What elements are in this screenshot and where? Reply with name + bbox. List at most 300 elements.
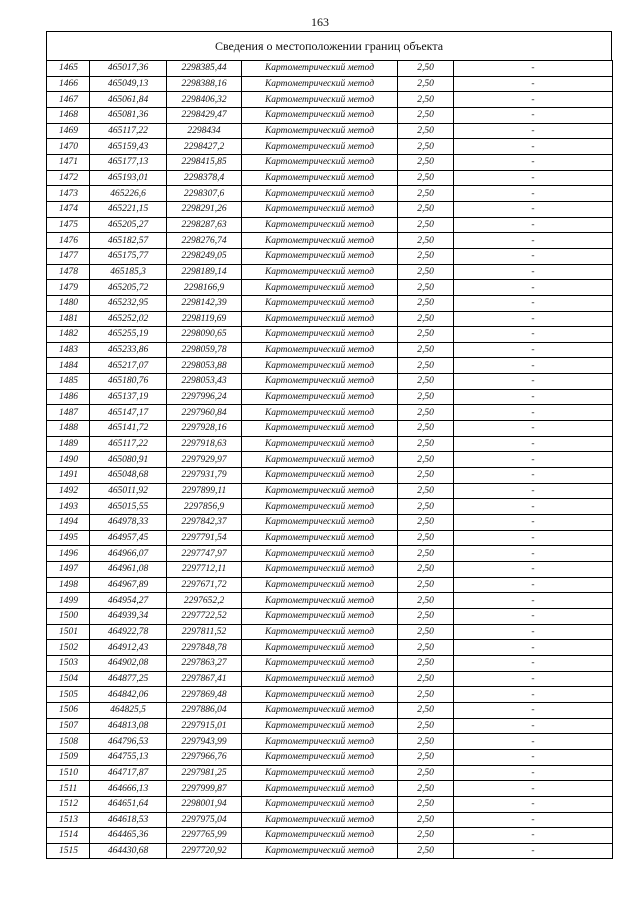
table-row bbox=[47, 358, 613, 374]
table-row bbox=[47, 843, 613, 859]
x-coordinate-cell: 465080,91 bbox=[90, 452, 167, 468]
x-coordinate-cell: 465205,72 bbox=[90, 280, 167, 296]
point-number-cell: 1479 bbox=[47, 280, 90, 296]
point-number-cell: 1491 bbox=[47, 468, 90, 484]
y-coordinate-cell: 2297747,97 bbox=[167, 546, 242, 562]
description-cell: - bbox=[454, 170, 613, 186]
point-number-cell: 1501 bbox=[47, 624, 90, 640]
accuracy-cell: 2,50 bbox=[398, 295, 454, 311]
point-number-cell: 1502 bbox=[47, 640, 90, 656]
accuracy-cell: 2,50 bbox=[398, 812, 454, 828]
method-cell: Картометрический метод bbox=[242, 562, 398, 578]
x-coordinate-cell: 464796,53 bbox=[90, 734, 167, 750]
method-cell: Картометрический метод bbox=[242, 405, 398, 421]
x-coordinate-cell: 464825,5 bbox=[90, 702, 167, 718]
table-row bbox=[47, 342, 613, 358]
accuracy-cell: 2,50 bbox=[398, 702, 454, 718]
accuracy-cell: 2,50 bbox=[398, 781, 454, 797]
table-row bbox=[47, 295, 613, 311]
point-number-cell: 1507 bbox=[47, 718, 90, 734]
y-coordinate-cell: 2297999,87 bbox=[167, 781, 242, 797]
boundary-table bbox=[46, 31, 612, 859]
x-coordinate-cell: 464957,45 bbox=[90, 530, 167, 546]
accuracy-cell: 2,50 bbox=[398, 280, 454, 296]
table-row bbox=[47, 718, 613, 734]
point-number-cell: 1506 bbox=[47, 702, 90, 718]
accuracy-cell: 2,50 bbox=[398, 452, 454, 468]
table-row bbox=[47, 154, 613, 170]
x-coordinate-cell: 465255,19 bbox=[90, 327, 167, 343]
description-cell: - bbox=[454, 483, 613, 499]
table-row bbox=[47, 483, 613, 499]
description-cell: - bbox=[454, 765, 613, 781]
description-cell: - bbox=[454, 295, 613, 311]
method-cell: Картометрический метод bbox=[242, 358, 398, 374]
method-cell: Картометрический метод bbox=[242, 749, 398, 765]
method-cell: Картометрический метод bbox=[242, 170, 398, 186]
description-cell: - bbox=[454, 781, 613, 797]
description-cell: - bbox=[454, 389, 613, 405]
description-cell: - bbox=[454, 655, 613, 671]
x-coordinate-cell: 465217,07 bbox=[90, 358, 167, 374]
description-cell: - bbox=[454, 593, 613, 609]
table-row bbox=[47, 452, 613, 468]
y-coordinate-cell: 2297981,25 bbox=[167, 765, 242, 781]
description-cell: - bbox=[454, 107, 613, 123]
description-cell: - bbox=[454, 577, 613, 593]
table-row bbox=[47, 640, 613, 656]
y-coordinate-cell: 2297915,01 bbox=[167, 718, 242, 734]
x-coordinate-cell: 465061,84 bbox=[90, 92, 167, 108]
accuracy-cell: 2,50 bbox=[398, 436, 454, 452]
y-coordinate-cell: 2298001,94 bbox=[167, 796, 242, 812]
point-number-cell: 1485 bbox=[47, 374, 90, 390]
description-cell: - bbox=[454, 734, 613, 750]
description-cell: - bbox=[454, 76, 613, 92]
table-row bbox=[47, 687, 613, 703]
y-coordinate-cell: 2297863,27 bbox=[167, 655, 242, 671]
accuracy-cell: 2,50 bbox=[398, 499, 454, 515]
method-cell: Картометрический метод bbox=[242, 499, 398, 515]
x-coordinate-cell: 465177,13 bbox=[90, 154, 167, 170]
accuracy-cell: 2,50 bbox=[398, 311, 454, 327]
table-row bbox=[47, 233, 613, 249]
table-title: Сведения о местоположении границ объекта bbox=[46, 31, 612, 60]
method-cell: Картометрический метод bbox=[242, 421, 398, 437]
description-cell: - bbox=[454, 248, 613, 264]
table-row bbox=[47, 515, 613, 531]
point-number-cell: 1511 bbox=[47, 781, 90, 797]
table-row bbox=[47, 608, 613, 624]
accuracy-cell: 2,50 bbox=[398, 61, 454, 77]
accuracy-cell: 2,50 bbox=[398, 201, 454, 217]
y-coordinate-cell: 2298406,32 bbox=[167, 92, 242, 108]
method-cell: Картометрический метод bbox=[242, 608, 398, 624]
y-coordinate-cell: 2298119,69 bbox=[167, 311, 242, 327]
table-row bbox=[47, 655, 613, 671]
x-coordinate-cell: 464430,68 bbox=[90, 843, 167, 859]
method-cell: Картометрический метод bbox=[242, 515, 398, 531]
method-cell: Картометрический метод bbox=[242, 123, 398, 139]
description-cell: - bbox=[454, 515, 613, 531]
method-cell: Картометрический метод bbox=[242, 217, 398, 233]
method-cell: Картометрический метод bbox=[242, 327, 398, 343]
y-coordinate-cell: 2297652,2 bbox=[167, 593, 242, 609]
method-cell: Картометрический метод bbox=[242, 436, 398, 452]
accuracy-cell: 2,50 bbox=[398, 421, 454, 437]
description-cell: - bbox=[454, 499, 613, 515]
point-number-cell: 1467 bbox=[47, 92, 90, 108]
x-coordinate-cell: 464912,43 bbox=[90, 640, 167, 656]
y-coordinate-cell: 2297720,92 bbox=[167, 843, 242, 859]
description-cell: - bbox=[454, 452, 613, 468]
description-cell: - bbox=[454, 327, 613, 343]
accuracy-cell: 2,50 bbox=[398, 828, 454, 844]
point-number-cell: 1475 bbox=[47, 217, 90, 233]
accuracy-cell: 2,50 bbox=[398, 562, 454, 578]
accuracy-cell: 2,50 bbox=[398, 483, 454, 499]
x-coordinate-cell: 464717,87 bbox=[90, 765, 167, 781]
x-coordinate-cell: 465182,57 bbox=[90, 233, 167, 249]
y-coordinate-cell: 2297975,04 bbox=[167, 812, 242, 828]
method-cell: Картометрический метод bbox=[242, 655, 398, 671]
table-row bbox=[47, 139, 613, 155]
description-cell: - bbox=[454, 264, 613, 280]
description-cell: - bbox=[454, 640, 613, 656]
method-cell: Картометрический метод bbox=[242, 546, 398, 562]
method-cell: Картометрический метод bbox=[242, 734, 398, 750]
accuracy-cell: 2,50 bbox=[398, 123, 454, 139]
point-number-cell: 1497 bbox=[47, 562, 90, 578]
accuracy-cell: 2,50 bbox=[398, 624, 454, 640]
method-cell: Картометрический метод bbox=[242, 781, 398, 797]
y-coordinate-cell: 2298142,39 bbox=[167, 295, 242, 311]
table-row bbox=[47, 170, 613, 186]
description-cell: - bbox=[454, 358, 613, 374]
method-cell: Картометрический метод bbox=[242, 154, 398, 170]
description-cell: - bbox=[454, 812, 613, 828]
table-row bbox=[47, 828, 613, 844]
accuracy-cell: 2,50 bbox=[398, 139, 454, 155]
description-cell: - bbox=[454, 139, 613, 155]
x-coordinate-cell: 465185,3 bbox=[90, 264, 167, 280]
y-coordinate-cell: 2298276,74 bbox=[167, 233, 242, 249]
description-cell: - bbox=[454, 217, 613, 233]
point-number-cell: 1473 bbox=[47, 186, 90, 202]
method-cell: Картометрический метод bbox=[242, 718, 398, 734]
description-cell: - bbox=[454, 342, 613, 358]
y-coordinate-cell: 2298291,26 bbox=[167, 201, 242, 217]
table-row bbox=[47, 546, 613, 562]
point-number-cell: 1489 bbox=[47, 436, 90, 452]
accuracy-cell: 2,50 bbox=[398, 92, 454, 108]
x-coordinate-cell: 465180,76 bbox=[90, 374, 167, 390]
method-cell: Картометрический метод bbox=[242, 186, 398, 202]
table-row bbox=[47, 796, 613, 812]
description-cell: - bbox=[454, 671, 613, 687]
accuracy-cell: 2,50 bbox=[398, 796, 454, 812]
accuracy-cell: 2,50 bbox=[398, 718, 454, 734]
x-coordinate-cell: 465011,92 bbox=[90, 483, 167, 499]
method-cell: Картометрический метод bbox=[242, 201, 398, 217]
description-cell: - bbox=[454, 702, 613, 718]
accuracy-cell: 2,50 bbox=[398, 843, 454, 859]
y-coordinate-cell: 2298427,2 bbox=[167, 139, 242, 155]
method-cell: Картометрический метод bbox=[242, 389, 398, 405]
x-coordinate-cell: 465137,19 bbox=[90, 389, 167, 405]
description-cell: - bbox=[454, 749, 613, 765]
point-number-cell: 1514 bbox=[47, 828, 90, 844]
table-row bbox=[47, 61, 613, 77]
y-coordinate-cell: 2297671,72 bbox=[167, 577, 242, 593]
description-cell: - bbox=[454, 233, 613, 249]
description-cell: - bbox=[454, 562, 613, 578]
y-coordinate-cell: 2298059,78 bbox=[167, 342, 242, 358]
x-coordinate-cell: 465147,17 bbox=[90, 405, 167, 421]
method-cell: Картометрический метод bbox=[242, 828, 398, 844]
table-row bbox=[47, 107, 613, 123]
description-cell: - bbox=[454, 186, 613, 202]
table-row bbox=[47, 671, 613, 687]
x-coordinate-cell: 464961,08 bbox=[90, 562, 167, 578]
table-row bbox=[47, 421, 613, 437]
table-row bbox=[47, 530, 613, 546]
x-coordinate-cell: 465159,43 bbox=[90, 139, 167, 155]
x-coordinate-cell: 465221,15 bbox=[90, 201, 167, 217]
point-number-cell: 1470 bbox=[47, 139, 90, 155]
y-coordinate-cell: 2298385,44 bbox=[167, 61, 242, 77]
accuracy-cell: 2,50 bbox=[398, 577, 454, 593]
table-row bbox=[47, 248, 613, 264]
y-coordinate-cell: 2297960,84 bbox=[167, 405, 242, 421]
x-coordinate-cell: 464978,33 bbox=[90, 515, 167, 531]
description-cell: - bbox=[454, 154, 613, 170]
y-coordinate-cell: 2297722,52 bbox=[167, 608, 242, 624]
accuracy-cell: 2,50 bbox=[398, 358, 454, 374]
table-row bbox=[47, 734, 613, 750]
method-cell: Картометрический метод bbox=[242, 61, 398, 77]
point-number-cell: 1512 bbox=[47, 796, 90, 812]
description-cell: - bbox=[454, 718, 613, 734]
table-row bbox=[47, 374, 613, 390]
accuracy-cell: 2,50 bbox=[398, 671, 454, 687]
table-row bbox=[47, 389, 613, 405]
description-cell: - bbox=[454, 796, 613, 812]
method-cell: Картометрический метод bbox=[242, 624, 398, 640]
x-coordinate-cell: 465232,95 bbox=[90, 295, 167, 311]
table-row bbox=[47, 201, 613, 217]
accuracy-cell: 2,50 bbox=[398, 687, 454, 703]
accuracy-cell: 2,50 bbox=[398, 655, 454, 671]
point-number-cell: 1468 bbox=[47, 107, 90, 123]
x-coordinate-cell: 464842,06 bbox=[90, 687, 167, 703]
x-coordinate-cell: 465117,22 bbox=[90, 436, 167, 452]
y-coordinate-cell: 2297966,76 bbox=[167, 749, 242, 765]
accuracy-cell: 2,50 bbox=[398, 546, 454, 562]
method-cell: Картометрический метод bbox=[242, 483, 398, 499]
accuracy-cell: 2,50 bbox=[398, 264, 454, 280]
x-coordinate-cell: 465205,27 bbox=[90, 217, 167, 233]
point-number-cell: 1505 bbox=[47, 687, 90, 703]
method-cell: Картометрический метод bbox=[242, 796, 398, 812]
x-coordinate-cell: 465175,77 bbox=[90, 248, 167, 264]
method-cell: Картометрический метод bbox=[242, 452, 398, 468]
accuracy-cell: 2,50 bbox=[398, 76, 454, 92]
y-coordinate-cell: 2297842,37 bbox=[167, 515, 242, 531]
y-coordinate-cell: 2297712,11 bbox=[167, 562, 242, 578]
accuracy-cell: 2,50 bbox=[398, 734, 454, 750]
table-row bbox=[47, 280, 613, 296]
point-number-cell: 1484 bbox=[47, 358, 90, 374]
x-coordinate-cell: 464922,78 bbox=[90, 624, 167, 640]
table-row bbox=[47, 781, 613, 797]
x-coordinate-cell: 465017,36 bbox=[90, 61, 167, 77]
table-row bbox=[47, 76, 613, 92]
point-number-cell: 1504 bbox=[47, 671, 90, 687]
y-coordinate-cell: 2298249,05 bbox=[167, 248, 242, 264]
y-coordinate-cell: 2297899,11 bbox=[167, 483, 242, 499]
x-coordinate-cell: 464755,13 bbox=[90, 749, 167, 765]
table-row bbox=[47, 624, 613, 640]
table-row bbox=[47, 436, 613, 452]
method-cell: Картометрический метод bbox=[242, 593, 398, 609]
point-number-cell: 1503 bbox=[47, 655, 90, 671]
description-cell: - bbox=[454, 311, 613, 327]
table-row bbox=[47, 327, 613, 343]
point-number-cell: 1469 bbox=[47, 123, 90, 139]
table-row bbox=[47, 593, 613, 609]
x-coordinate-cell: 465081,36 bbox=[90, 107, 167, 123]
y-coordinate-cell: 2297886,04 bbox=[167, 702, 242, 718]
table-row bbox=[47, 749, 613, 765]
y-coordinate-cell: 2298053,88 bbox=[167, 358, 242, 374]
accuracy-cell: 2,50 bbox=[398, 765, 454, 781]
table-row bbox=[47, 765, 613, 781]
x-coordinate-cell: 464954,27 bbox=[90, 593, 167, 609]
y-coordinate-cell: 2297791,54 bbox=[167, 530, 242, 546]
method-cell: Картометрический метод bbox=[242, 92, 398, 108]
y-coordinate-cell: 2298287,63 bbox=[167, 217, 242, 233]
table-row bbox=[47, 562, 613, 578]
y-coordinate-cell: 2298090,65 bbox=[167, 327, 242, 343]
point-number-cell: 1499 bbox=[47, 593, 90, 609]
point-number-cell: 1492 bbox=[47, 483, 90, 499]
method-cell: Картометрический метод bbox=[242, 765, 398, 781]
y-coordinate-cell: 2298388,16 bbox=[167, 76, 242, 92]
table-row bbox=[47, 812, 613, 828]
accuracy-cell: 2,50 bbox=[398, 608, 454, 624]
point-number-cell: 1487 bbox=[47, 405, 90, 421]
y-coordinate-cell: 2297811,52 bbox=[167, 624, 242, 640]
y-coordinate-cell: 2298434 bbox=[167, 123, 242, 139]
x-coordinate-cell: 464666,13 bbox=[90, 781, 167, 797]
y-coordinate-cell: 2298189,14 bbox=[167, 264, 242, 280]
point-number-cell: 1510 bbox=[47, 765, 90, 781]
method-cell: Картометрический метод bbox=[242, 843, 398, 859]
description-cell: - bbox=[454, 436, 613, 452]
table-row bbox=[47, 405, 613, 421]
x-coordinate-cell: 465226,6 bbox=[90, 186, 167, 202]
y-coordinate-cell: 2298378,4 bbox=[167, 170, 242, 186]
page-number: 163 bbox=[311, 15, 329, 29]
table-row bbox=[47, 702, 613, 718]
description-cell: - bbox=[454, 468, 613, 484]
method-cell: Картометрический метод bbox=[242, 577, 398, 593]
accuracy-cell: 2,50 bbox=[398, 248, 454, 264]
method-cell: Картометрический метод bbox=[242, 295, 398, 311]
method-cell: Картометрический метод bbox=[242, 702, 398, 718]
point-number-cell: 1466 bbox=[47, 76, 90, 92]
x-coordinate-cell: 464651,64 bbox=[90, 796, 167, 812]
method-cell: Картометрический метод bbox=[242, 233, 398, 249]
table-row bbox=[47, 311, 613, 327]
x-coordinate-cell: 465117,22 bbox=[90, 123, 167, 139]
description-cell: - bbox=[454, 624, 613, 640]
accuracy-cell: 2,50 bbox=[398, 154, 454, 170]
description-cell: - bbox=[454, 201, 613, 217]
method-cell: Картометрический метод bbox=[242, 107, 398, 123]
point-number-cell: 1495 bbox=[47, 530, 90, 546]
accuracy-cell: 2,50 bbox=[398, 217, 454, 233]
description-cell: - bbox=[454, 123, 613, 139]
point-number-cell: 1490 bbox=[47, 452, 90, 468]
y-coordinate-cell: 2297931,79 bbox=[167, 468, 242, 484]
y-coordinate-cell: 2298053,43 bbox=[167, 374, 242, 390]
accuracy-cell: 2,50 bbox=[398, 468, 454, 484]
point-number-cell: 1494 bbox=[47, 515, 90, 531]
table-row bbox=[47, 92, 613, 108]
accuracy-cell: 2,50 bbox=[398, 749, 454, 765]
x-coordinate-cell: 465048,68 bbox=[90, 468, 167, 484]
y-coordinate-cell: 2297943,99 bbox=[167, 734, 242, 750]
point-number-cell: 1498 bbox=[47, 577, 90, 593]
description-cell: - bbox=[454, 828, 613, 844]
x-coordinate-cell: 464966,07 bbox=[90, 546, 167, 562]
y-coordinate-cell: 2297918,63 bbox=[167, 436, 242, 452]
x-coordinate-cell: 464902,08 bbox=[90, 655, 167, 671]
accuracy-cell: 2,50 bbox=[398, 515, 454, 531]
accuracy-cell: 2,50 bbox=[398, 170, 454, 186]
accuracy-cell: 2,50 bbox=[398, 186, 454, 202]
description-cell: - bbox=[454, 61, 613, 77]
x-coordinate-cell: 464618,53 bbox=[90, 812, 167, 828]
method-cell: Картометрический метод bbox=[242, 76, 398, 92]
x-coordinate-cell: 464967,89 bbox=[90, 577, 167, 593]
x-coordinate-cell: 465049,13 bbox=[90, 76, 167, 92]
point-number-cell: 1481 bbox=[47, 311, 90, 327]
table-row bbox=[47, 577, 613, 593]
y-coordinate-cell: 2297869,48 bbox=[167, 687, 242, 703]
accuracy-cell: 2,50 bbox=[398, 374, 454, 390]
table-row bbox=[47, 123, 613, 139]
point-number-cell: 1472 bbox=[47, 170, 90, 186]
point-number-cell: 1515 bbox=[47, 843, 90, 859]
description-cell: - bbox=[454, 92, 613, 108]
point-number-cell: 1493 bbox=[47, 499, 90, 515]
coordinates-table bbox=[46, 60, 613, 859]
y-coordinate-cell: 2298307,6 bbox=[167, 186, 242, 202]
point-number-cell: 1478 bbox=[47, 264, 90, 280]
method-cell: Картометрический метод bbox=[242, 139, 398, 155]
accuracy-cell: 2,50 bbox=[398, 107, 454, 123]
x-coordinate-cell: 464877,25 bbox=[90, 671, 167, 687]
method-cell: Картометрический метод bbox=[242, 687, 398, 703]
accuracy-cell: 2,50 bbox=[398, 640, 454, 656]
method-cell: Картометрический метод bbox=[242, 468, 398, 484]
x-coordinate-cell: 465252,02 bbox=[90, 311, 167, 327]
x-coordinate-cell: 465233,86 bbox=[90, 342, 167, 358]
method-cell: Картометрический метод bbox=[242, 311, 398, 327]
